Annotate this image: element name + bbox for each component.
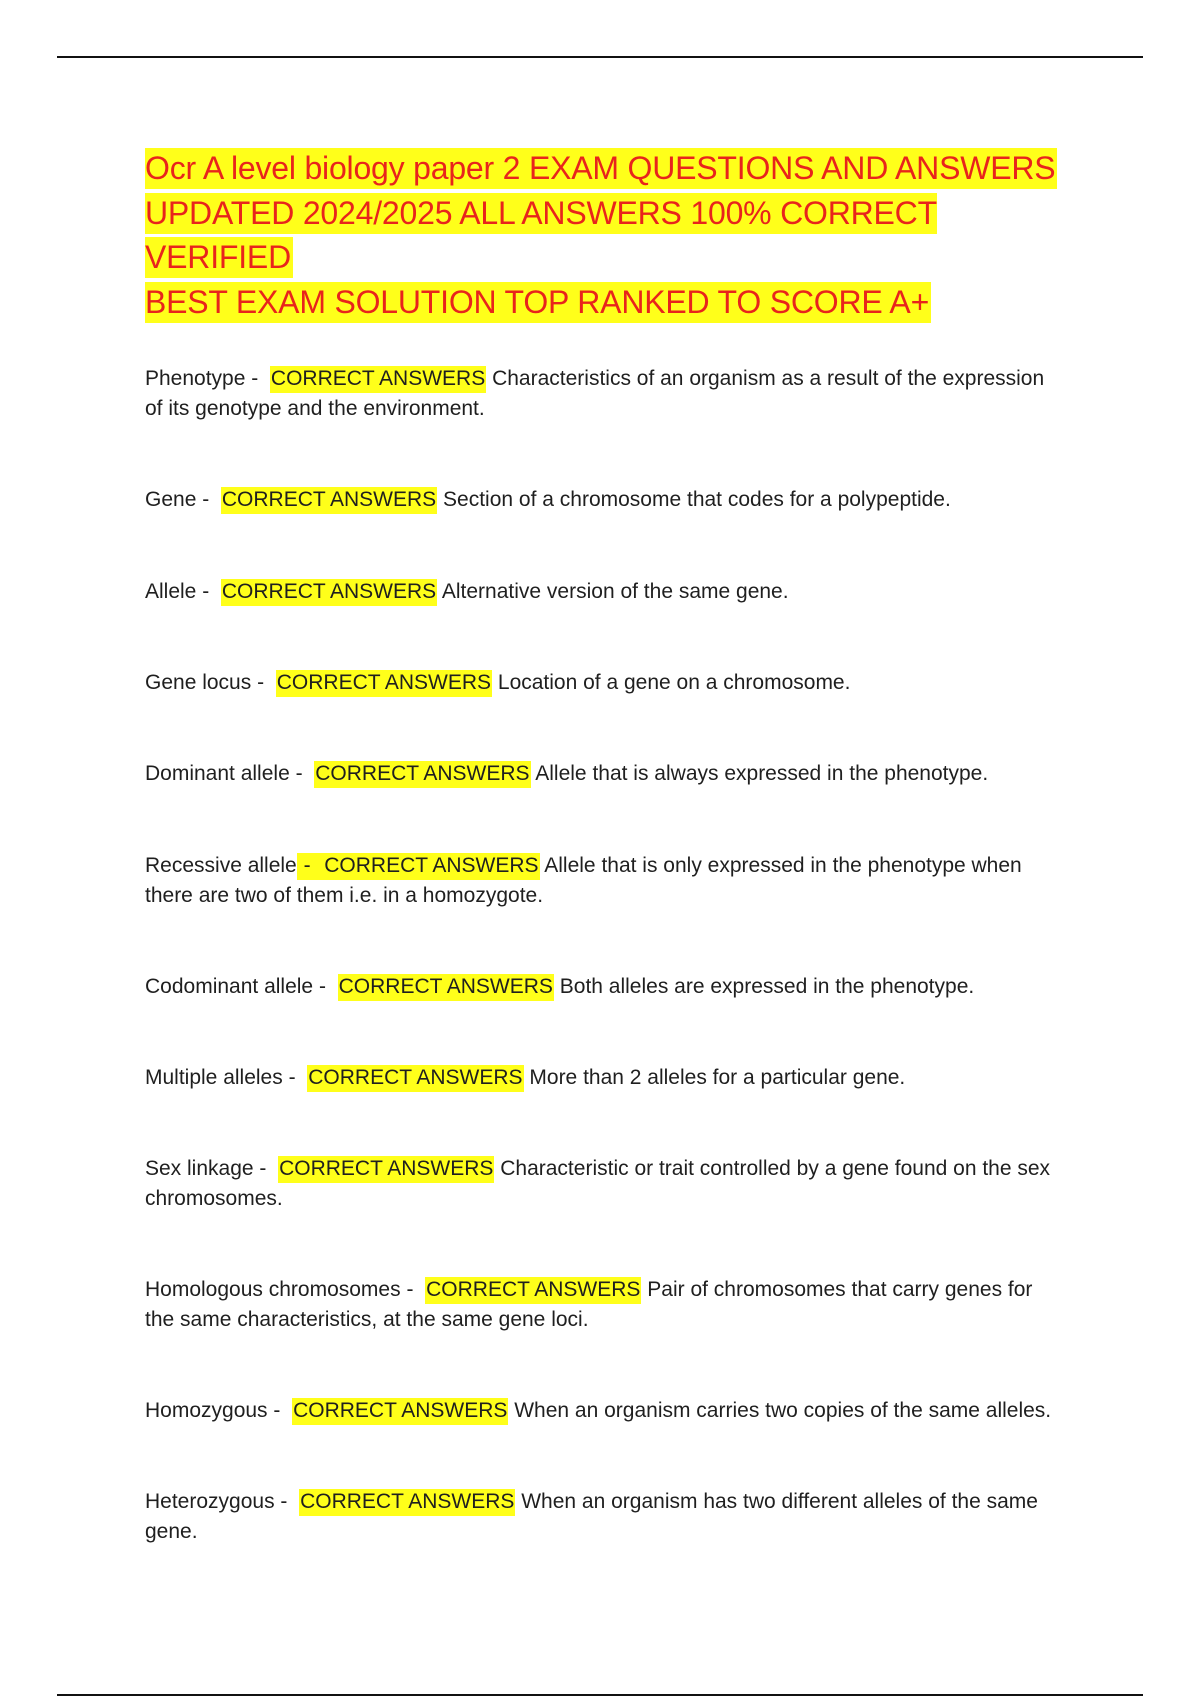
flashcard-entry: Multiple alleles - CORRECT ANSWERS More than 2 alleles for a particular gene.	[145, 1063, 1060, 1093]
entry-term: Gene locus	[145, 671, 252, 694]
document-title	[145, 146, 1060, 324]
entry-definition: More than 2 alleles for a particular gene.	[529, 1066, 906, 1089]
entry-definition: Characteristics of an organism as a result of the expression of its genotype and the environment.	[145, 367, 1045, 420]
correct-answers-tag: CORRECT ANSWERS	[299, 1489, 515, 1516]
correct-answers-tag: CORRECT ANSWERS	[307, 1065, 523, 1092]
entry-definition: When an organism has two different alleles of the same gene.	[145, 1490, 1038, 1543]
entry-definition: Allele that is always expressed in the phenotype.	[535, 762, 989, 785]
flashcard-entry: Homozygous - CORRECT ANSWERS When an organism carries two copies of the same alleles.	[145, 1396, 1060, 1426]
correct-answers-tag: CORRECT ANSWERS	[270, 366, 486, 393]
flashcard-entry: Gene locus - CORRECT ANSWERS Location of a gene on a chromosome.	[145, 668, 1060, 698]
flashcard-list	[145, 364, 1060, 1547]
top-divider	[57, 56, 1143, 58]
entry-definition: Location of a gene on a chromosome.	[497, 671, 851, 694]
flashcard-entry: Heterozygous - CORRECT ANSWERS When an organism has two different alleles of the same gene.	[145, 1490, 1038, 1543]
entry-definition: Characteristic or trait controlled by a gene found on the sex chromosomes.	[145, 1157, 1051, 1210]
entry-term: Multiple alleles	[145, 1066, 283, 1089]
correct-answers-tag: CORRECT ANSWERS	[323, 853, 539, 880]
correct-answers-tag: CORRECT ANSWERS	[278, 1156, 494, 1183]
bottom-divider	[57, 1694, 1143, 1696]
entry-term: Codominant allele	[145, 975, 314, 998]
entry-definition: Pair of chromosomes that carry genes for the same characteristics, at the same gene loci.	[145, 1278, 1033, 1331]
title-line: UPDATED 2024/2025 ALL ANSWERS 100% CORRECT VERIFIED	[145, 193, 937, 279]
flashcard-entry: Homologous chromosomes - CORRECT ANSWERS Pair of chromosomes that carry genes for the same characteristics, at the same gene loci.	[145, 1278, 1033, 1331]
flashcard-entry: Recessive allele - CORRECT ANSWERS Allele that is only expressed in the phenotype when there are two of them i.e. in a homozygote.	[145, 854, 1022, 907]
correct-answers-tag: CORRECT ANSWERS	[292, 1398, 508, 1425]
correct-answers-tag: CORRECT ANSWERS	[425, 1277, 641, 1304]
entry-term: Phenotype	[145, 367, 246, 390]
flashcard-entry: Gene - CORRECT ANSWERS Section of a chromosome that codes for a polypeptide.	[145, 485, 1060, 515]
entry-term: Recessive allele	[145, 854, 297, 877]
entry-definition: When an organism carries two copies of the same alleles.	[514, 1399, 1052, 1422]
document-body	[145, 146, 1060, 1547]
flashcard-entry: Allele - CORRECT ANSWERS Alternative version of the same gene.	[145, 577, 1060, 607]
flashcard-entry: Codominant allele - CORRECT ANSWERS Both alleles are expressed in the phenotype.	[145, 972, 1060, 1002]
entry-term: Allele	[145, 580, 197, 603]
entry-definition: Allele that is only expressed in the phenotype when there are two of them i.e. in a homozygote.	[145, 854, 1022, 907]
entry-definition: Both alleles are expressed in the phenotype.	[559, 975, 975, 998]
correct-answers-tag: CORRECT ANSWERS	[314, 761, 530, 788]
correct-answers-tag: CORRECT ANSWERS	[338, 974, 554, 1001]
entry-term: Sex linkage	[145, 1157, 254, 1180]
correct-answers-tag: CORRECT ANSWERS	[221, 579, 437, 606]
entry-definition: Section of a chromosome that codes for a polypeptide.	[443, 488, 951, 511]
correct-answers-tag: CORRECT ANSWERS	[276, 670, 492, 697]
title-line: BEST EXAM SOLUTION TOP RANKED TO SCORE A+	[145, 282, 931, 323]
entry-term: Gene	[145, 488, 197, 511]
entry-term: Dominant allele	[145, 762, 290, 785]
title-line: Ocr A level biology paper 2 EXAM QUESTIONS AND ANSWERS	[145, 148, 1057, 189]
correct-answers-tag: CORRECT ANSWERS	[221, 487, 437, 514]
entry-definition: Alternative version of the same gene.	[441, 580, 789, 603]
flashcard-entry: Phenotype - CORRECT ANSWERS Characteristics of an organism as a result of the expression of its genotype and the environment.	[145, 367, 1045, 420]
flashcard-entry: Sex linkage - CORRECT ANSWERS Characteristic or trait controlled by a gene found on the sex chromosomes.	[145, 1157, 1051, 1210]
flashcard-entry: Dominant allele - CORRECT ANSWERS Allele that is always expressed in the phenotype.	[145, 759, 1060, 789]
entry-term: Homologous chromosomes	[145, 1278, 401, 1301]
entry-term: Homozygous	[145, 1399, 268, 1422]
entry-term: Heterozygous	[145, 1490, 275, 1513]
